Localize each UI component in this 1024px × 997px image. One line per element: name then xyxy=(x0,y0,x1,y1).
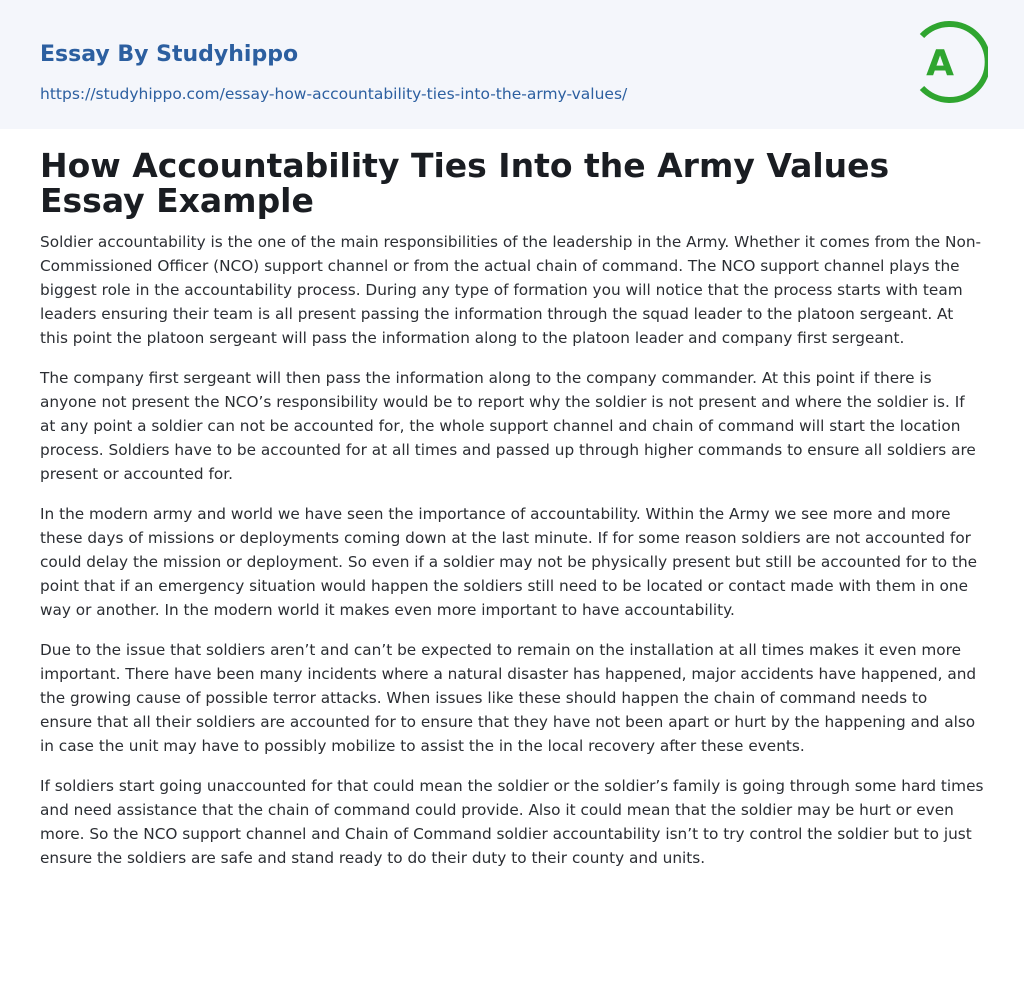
essay-paragraph: Due to the issue that soldiers aren’t and can’t be expected to remain on the installation at all times makes it even more important. There have been many incidents where a natural disaster has happened, major accidents have happened, and the growing cause of possible terror attacks. When issues like these should happen the chain of command needs to ensure that all their soldiers are accounted for to ensure that they have not been apart or hurt by the happening and also in case the unit may have to possibly mobilize to assist the in the local recovery after these events. xyxy=(40,641,977,755)
essay-paragraph: If soldiers start going unaccounted for that could mean the soldier or the soldier’s family is going through some hard times and need assistance that the chain of command could provide. Also it could mean that the soldier may be hurt or even more. So the NCO support channel and Chain of Command soldier accountability isn’t to try control the soldier but to just ensure the soldiers are safe and stand ready to do their duty to their county and units. xyxy=(40,777,984,867)
essay-paragraph: The company first sergeant will then pass the information along to the company commander. At this point if there is anyone not present the NCO’s responsibility would be to report why the soldier is not present and where the soldier is. If at any point a soldier can not be accounted for, the whole support channel and chain of command will start the location process. Soldiers have to be accounted for at all times and passed up through higher commands to ensure all soldiers are present or accounted for. xyxy=(40,369,976,483)
essay-body xyxy=(40,230,984,870)
site-brand[interactable]: Essay By Studyhippo xyxy=(40,42,299,67)
logo-letter: A xyxy=(926,43,954,84)
article xyxy=(40,148,984,886)
page-title: How Accountability Ties Into the Army Values Essay Example xyxy=(40,146,890,220)
studyhippo-logo-icon[interactable] xyxy=(912,18,988,106)
essay-paragraph: Soldier accountability is the one of the main responsibilities of the leadership in the Army. Whether it comes from the Non-Commissioned Officer (NCO) support channel or from the actual chain of command. The NCO support channel plays the biggest role in the accountability process. During any type of formation you will notice that the process starts with team leaders ensuring their team is all present passing the information through the squad leader to the platoon sergeant. At this point the platoon sergeant will pass the information along to the platoon leader and company first sergeant. xyxy=(40,233,982,347)
source-url-link[interactable]: https://studyhippo.com/essay-how-accountability-ties-into-the-army-values/ xyxy=(40,85,628,103)
site-header xyxy=(0,0,1024,129)
essay-paragraph: In the modern army and world we have seen the importance of accountability. Within the Army we see more and more these days of missions or deployments coming down at the last minute. If for some reason soldiers are not accounted for could delay the mission or deployment. So even if a soldier may not be physically present but still be accounted for to the point that if an emergency situation would happen the soldiers still need to be located or contact made with them in one way or another. In the modern world it makes even more important to have accountability. xyxy=(40,505,978,619)
